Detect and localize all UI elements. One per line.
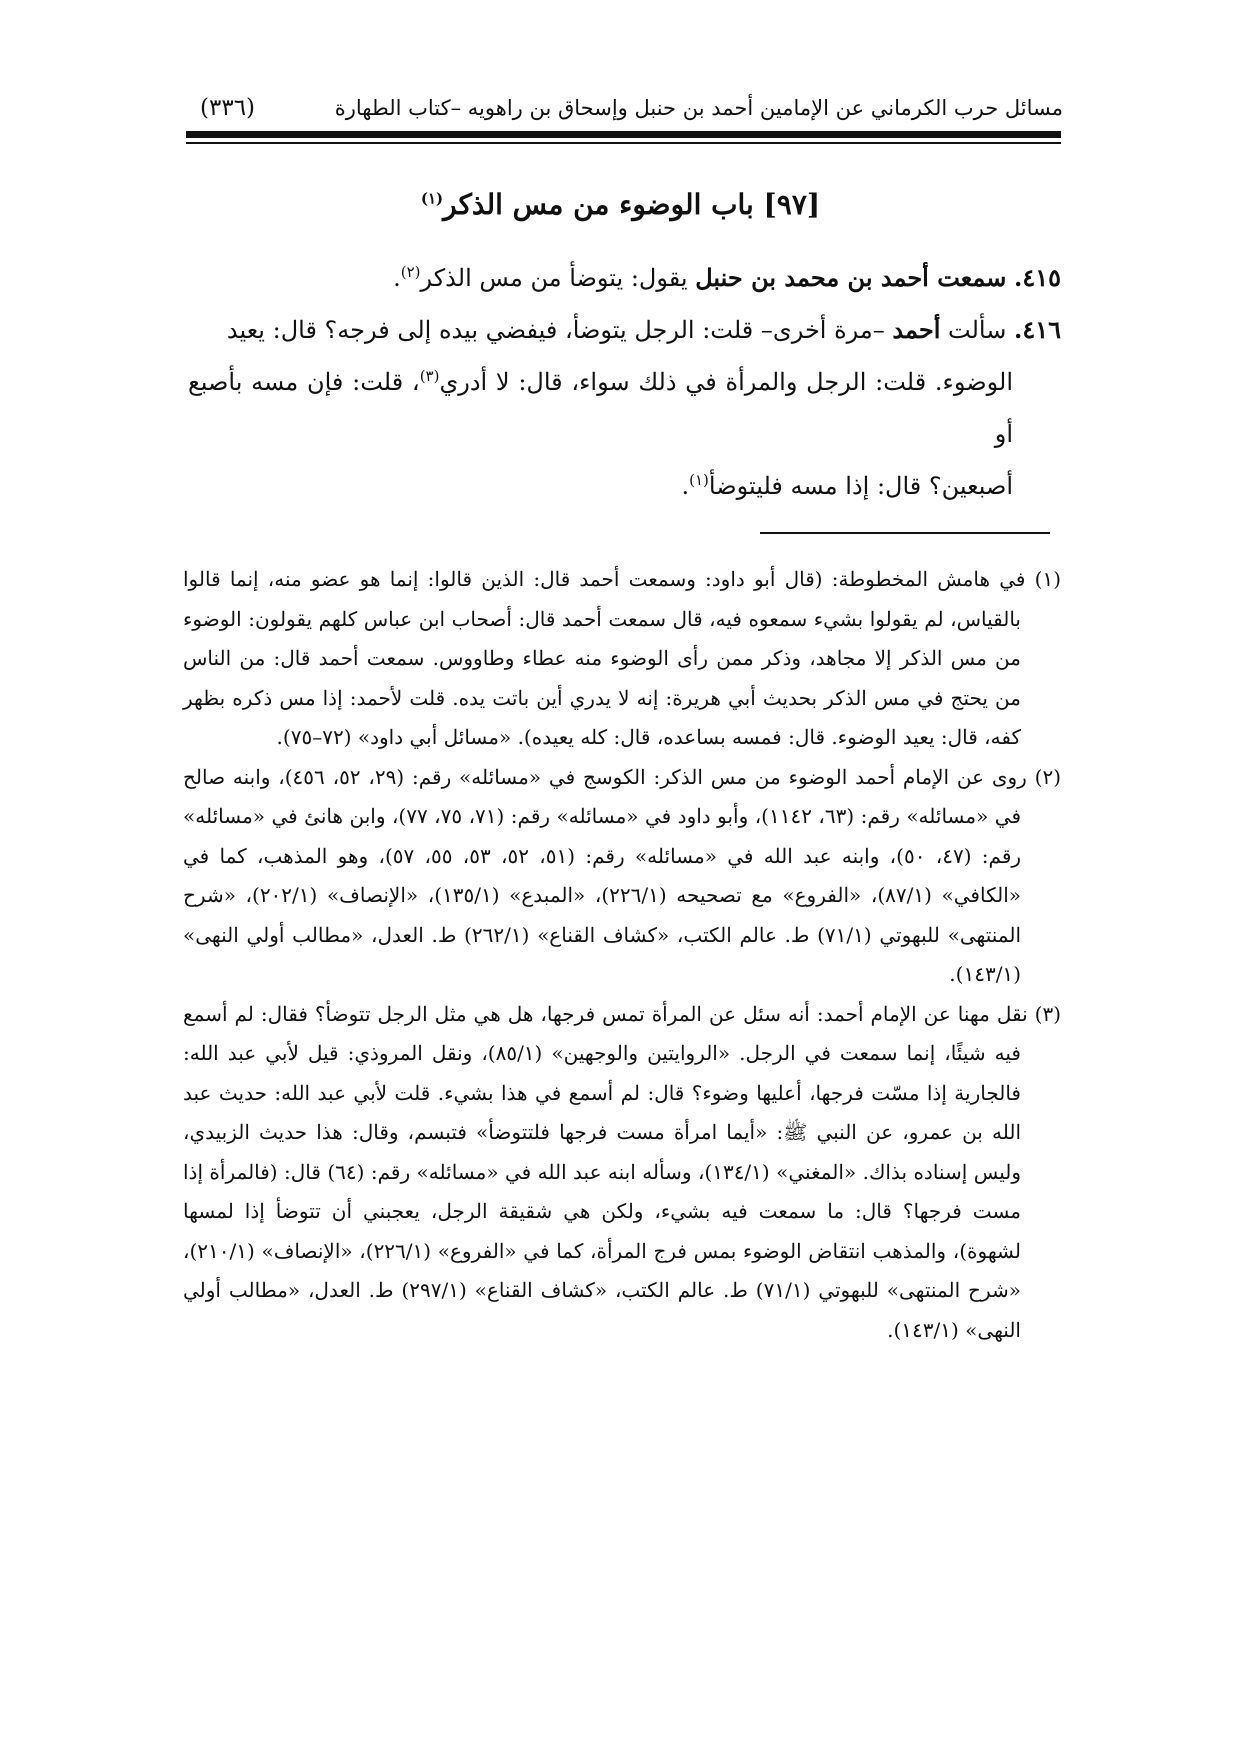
entry-415 — [188, 252, 1061, 304]
entry-speaker: أحمد — [892, 315, 941, 344]
header-title: مسائل حرب الكرماني عن الإمامين أحمد بن حنبل وإسحاق بن راهويه –كتاب الطهارة — [334, 96, 1063, 120]
entry-text: يقول: يتوضأ من مس الذكر — [420, 264, 688, 292]
entry-line-1: –مرة أخرى– قلت: الرجل يتوضأ، فيفضي بيده إلى فرجه؟ قال: يعيد — [226, 316, 885, 344]
chapter-number: [٩٧] — [763, 188, 821, 221]
footnote-separator — [760, 532, 1050, 534]
entry-416 — [188, 304, 1061, 356]
entry-number: ٤١٦. — [1013, 315, 1061, 344]
entry-lead: سألت — [948, 316, 1007, 344]
entry-416-cont-1 — [188, 356, 1061, 460]
chapter-heading — [200, 188, 1041, 221]
footnote-ref: (٢) — [400, 263, 421, 281]
entry-end: . — [681, 472, 690, 500]
chapter-footnote-ref: (١) — [420, 189, 444, 208]
entry-line-2a: الوضوء. قلت: الرجل والمرأة في ذلك سواء، قال: لا أدري — [439, 368, 1014, 396]
footnotes — [183, 560, 1061, 1350]
entry-line-3: أصبعين؟ قال: إذا مسه فليتوضأ — [708, 472, 1013, 500]
entry-speaker: سمعت أحمد بن محمد بن حنبل — [695, 263, 1007, 292]
entry-416-cont-2 — [188, 460, 1061, 512]
footnote-2: (٢) روى عن الإمام أحمد الوضوء من مس الذكر: الكوسج في «مسائله» رقم: (٢٩، ٥٢، ٤٥٦)، وابنه صالح في «مسائله» رقم: (٦٣، ١١٤٢)، وأبو داود في «مسائله» رقم: (٧١، ٧٥، ٧٧)، وابن هانئ في «مسائله» رقم: (٤٧، ٥٠)، وابنه عبد الله في «مسائله» رقم: (٥١، ٥٢، ٥٣، ٥٥، ٥٧)، وهو المذهب، كما في «الكافي» (٨٧/١)، «الفروع» مع تصحيحه (٢٢٦/١)، «المبدع» (١٣٥/١)، «الإنصاف» (٢٠٢/١)، «شرح المنتهى» للبهوتي (٧١/١) ط. عالم الكتب، «كشاف القناع» (٢٦٢/١) ط. العدل، «مطالب أولي النهى» (١٤٣/١). — [183, 764, 1062, 986]
page-number: (٣٣٦) — [200, 95, 256, 121]
footnote-ref: (٣) — [419, 367, 440, 385]
running-header — [200, 88, 1063, 128]
footnote-ref: (١) — [689, 471, 709, 489]
entry-number: ٤١٥. — [1013, 263, 1061, 292]
chapter-title: باب الوضوء من مس الذكر — [443, 188, 754, 221]
footnote-3: (٣) نقل مهنا عن الإمام أحمد: أنه سئل عن المرأة تمس فرجها، هل هي مثل الرجل تتوضأ؟ فقال: لم أسمع فيه شيئًا، إنما سمعت في الرجل. «الروايتين والوجهين» (٨٥/١)، ونقل المروذي: قيل لأبي عبد الله: فالجارية إذا مسّت فرجها، أعليها وضوء؟ قال: لم أسمع في هذا بشيء. قلت لأبي عبد الله: حديث عبد الله بن عمرو، عن النبي ﷺ: «أيما امرأة مست فرجها فلتتوضأ» فتبسم، وقال: هذا حديث الزبيدي، وليس إسناده بذاك. «المغني» (١٣٤/١)، وسأله ابنه عبد الله في «مسائله» رقم: (٦٤) قال: (فالمرأة إذا مست فرجها؟ قال: ما سمعت فيه بشيء، ولكن هي شقيقة الرجل، يعجبني أن تتوضأ إذا لمسها لشهوة)، والمذهب انتقاض الوضوء بمس فرج المرأة، كما في «الفروع» (٢٢٦/١)، «الإنصاف» (٢١٠/١)، «شرح المنتهى» للبهوتي (٧١/١) ط. عالم الكتب، «كشاف القناع» (٢٩٧/١) ط. العدل، «مطالب أولي النهى» (١٤٣/١). — [183, 1001, 1061, 1342]
header-rule-thick — [186, 131, 1061, 138]
entry-line-2b: ، قلت: فإن مسه بأصبع أو — [188, 368, 1013, 448]
main-text — [188, 252, 1061, 512]
header-rule-thin — [186, 142, 1061, 144]
entry-end: . — [393, 264, 401, 292]
footnote-1: (١) في هامش المخطوطة: (قال أبو داود: وسمعت أحمد قال: الذين قالوا: إنما هو عضو منه، إنما قالوا بالقياس، لم يقولوا بشيء سمعوه فيه، قال سمعت أحمد قال: أصحاب ابن عباس كلهم يقولون: الوضوء من مس الذكر إلا مجاهد، وذكر ممن رأى الوضوء منه عطاء وطاووس. سمعت أحمد قال: من الناس من يحتج في مس الذكر بحديث أبي هريرة: إنه لا يدري أين باتت يده. قلت لأحمد: إذا مس ذكره بظهر كفه، قال: يعيد الوضوء. قال: فمسه بساعده، قال: كله يعيده). «مسائل أبي داود» (٧٢–٧٥). — [183, 567, 1061, 749]
